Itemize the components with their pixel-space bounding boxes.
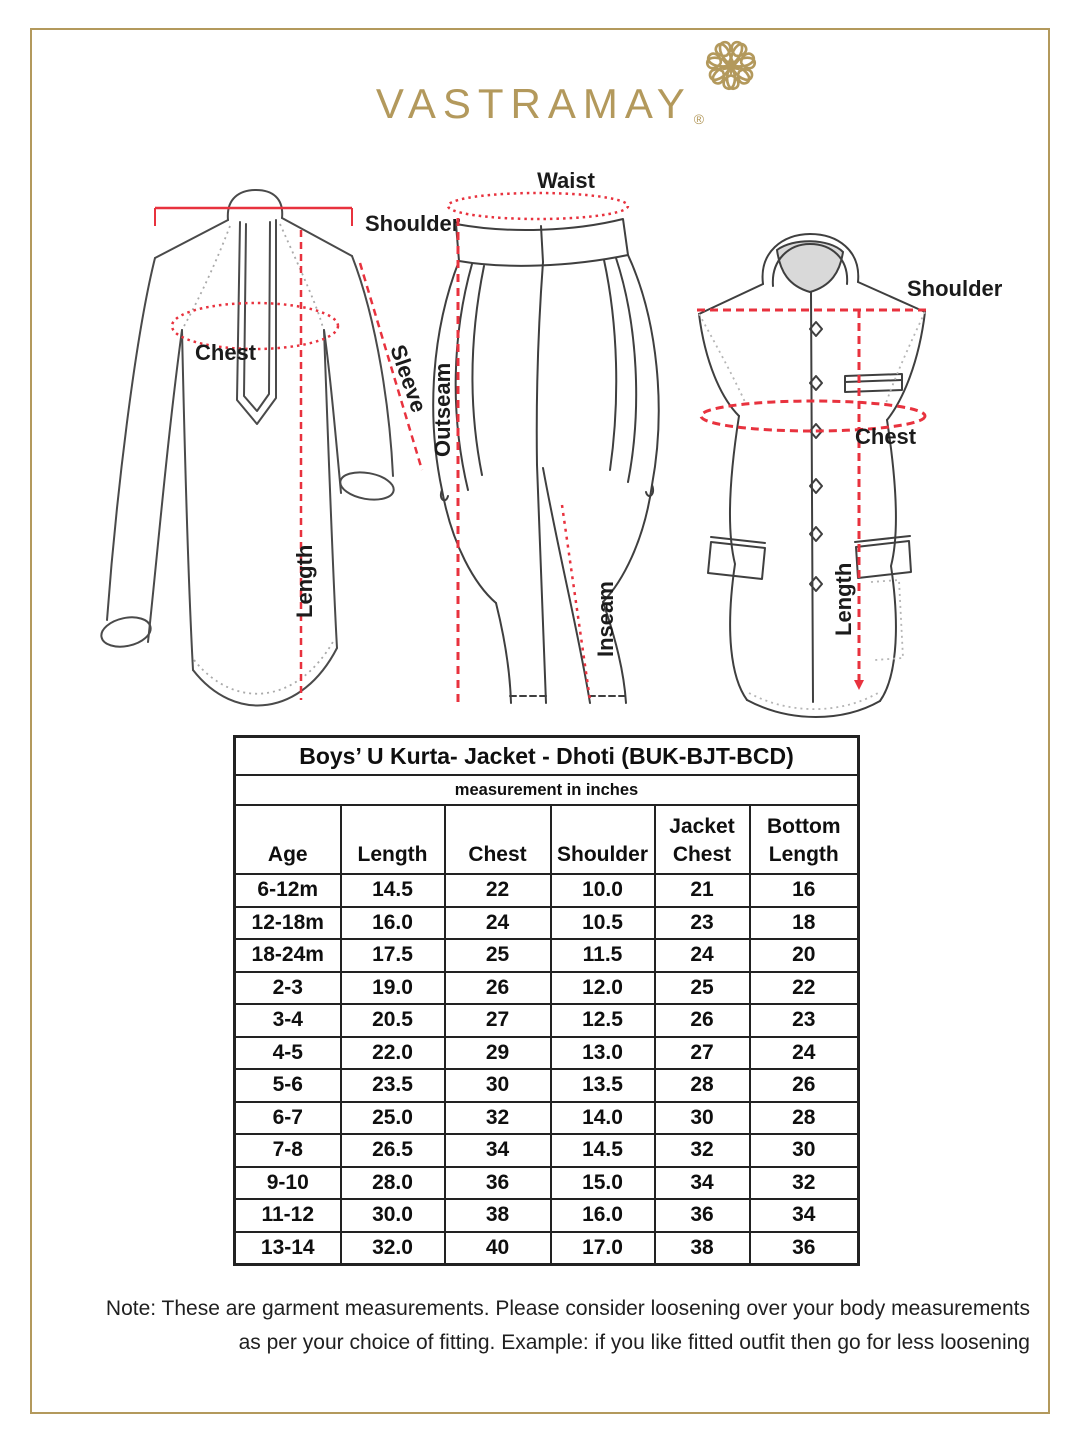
size-cell: 28 [750,1102,859,1135]
note-line-1: Note: These are garment measurements. Please consider loosening over your body measurements [105,1297,1030,1320]
size-row [235,907,859,940]
size-cell: 30.0 [341,1199,445,1232]
column-header: Shoulder [551,805,655,874]
table-subtitle-row [235,775,859,805]
size-cell: 14.5 [551,1134,655,1167]
size-chart-table [233,735,860,1266]
size-cell: 13.0 [551,1037,655,1070]
kurta-shoulder-label: Shoulder [365,211,460,236]
size-cell: 21 [655,874,750,907]
kurta-length-label: Length [292,544,317,618]
size-row [235,972,859,1005]
size-cell: 36 [445,1167,551,1200]
size-cell: 16.0 [341,907,445,940]
size-cell: 17.5 [341,939,445,972]
size-cell: 36 [750,1232,859,1265]
size-cell: 12-18m [235,907,341,940]
size-cell: 32 [655,1134,750,1167]
kurta-sleeve-label: Sleeve [385,341,432,416]
size-cell: 20.5 [341,1004,445,1037]
size-cell: 36 [655,1199,750,1232]
table-title: Boys’ U Kurta- Jacket - Dhoti (BUK-BJT-BCD) [235,737,859,776]
size-cell: 13-14 [235,1232,341,1265]
registered-trademark-icon: ® [693,111,705,127]
size-cell: 23 [750,1004,859,1037]
kurta-chest-label: Chest [195,340,257,365]
size-cell: 22 [445,874,551,907]
size-cell: 9-10 [235,1167,341,1200]
size-cell: 32.0 [341,1232,445,1265]
size-cell: 26.5 [341,1134,445,1167]
column-header: Length [341,805,445,874]
kurta-measure-lines [155,208,422,700]
size-cell: 25.0 [341,1102,445,1135]
dhoti-waist-label: Waist [537,168,595,193]
jacket-neck [777,241,843,292]
size-cell: 22 [750,972,859,1005]
table-title-row [235,737,859,776]
dhoti-outseam-label: Outseam [430,362,455,457]
column-header: Age [235,805,341,874]
size-cell: 26 [655,1004,750,1037]
size-row [235,874,859,907]
size-cell: 28.0 [341,1167,445,1200]
dhoti-sketch [433,219,658,703]
size-cell: 4-5 [235,1037,341,1070]
size-cell: 30 [655,1102,750,1135]
size-cell: 34 [655,1167,750,1200]
dhoti-inseam-label: Inseam [593,581,618,657]
size-row [235,1232,859,1265]
size-cell: 27 [655,1037,750,1070]
size-cell: 29 [445,1037,551,1070]
size-cell: 16 [750,874,859,907]
size-cell: 11-12 [235,1199,341,1232]
size-cell: 32 [445,1102,551,1135]
size-cell: 34 [445,1134,551,1167]
table-header-row [235,805,859,874]
jacket-shoulder-label: Shoulder [907,276,1003,301]
size-cell: 32 [750,1167,859,1200]
size-cell: 3-4 [235,1004,341,1037]
size-cell: 6-7 [235,1102,341,1135]
size-cell: 15.0 [551,1167,655,1200]
size-cell: 30 [750,1134,859,1167]
size-cell: 18-24m [235,939,341,972]
note-line-2: as per your choice of fitting. Example: if you like fitted outfit then go for less loosening [238,1331,1030,1354]
size-cell: 34 [750,1199,859,1232]
size-cell: 10.5 [551,907,655,940]
size-cell: 30 [445,1069,551,1102]
size-cell: 26 [750,1069,859,1102]
size-cell: 23.5 [341,1069,445,1102]
column-header: Jacket Chest [655,805,750,874]
size-cell: 7-8 [235,1134,341,1167]
size-cell: 16.0 [551,1199,655,1232]
size-cell: 13.5 [551,1069,655,1102]
size-cell: 20 [750,939,859,972]
size-cell: 22.0 [341,1037,445,1070]
size-cell: 38 [655,1232,750,1265]
size-cell: 17.0 [551,1232,655,1265]
table-body [235,874,859,1265]
measurement-note [50,1292,1030,1360]
size-cell: 25 [445,939,551,972]
table-subtitle: measurement in inches [235,775,859,805]
size-cell: 10.0 [551,874,655,907]
size-row [235,1167,859,1200]
size-row [235,1004,859,1037]
size-row [235,939,859,972]
size-row [235,1199,859,1232]
column-header: Bottom Length [750,805,859,874]
size-cell: 27 [445,1004,551,1037]
size-cell: 11.5 [551,939,655,972]
brand-mandala-icon [694,28,768,102]
size-cell: 26 [445,972,551,1005]
size-cell: 25 [655,972,750,1005]
size-cell: 6-12m [235,874,341,907]
kurta-stitch-lines [183,224,334,694]
jacket-length-label: Length [831,562,856,636]
size-cell: 28 [655,1069,750,1102]
size-cell: 12.0 [551,972,655,1005]
size-cell: 14.5 [341,874,445,907]
size-row [235,1069,859,1102]
jacket-diagram [675,230,1005,750]
size-cell: 5-6 [235,1069,341,1102]
size-row [235,1037,859,1070]
size-cell: 23 [655,907,750,940]
column-header: Chest [445,805,551,874]
size-cell: 12.5 [551,1004,655,1037]
kurta-diagram [90,168,460,748]
jacket-chest-label: Chest [855,424,917,449]
size-cell: 24 [445,907,551,940]
dhoti-diagram [420,160,680,730]
size-row [235,1102,859,1135]
size-cell: 19.0 [341,972,445,1005]
size-cell: 24 [750,1037,859,1070]
size-cell: 14.0 [551,1102,655,1135]
size-row [235,1134,859,1167]
size-cell: 40 [445,1232,551,1265]
size-cell: 38 [445,1199,551,1232]
kurta-sketch [99,190,396,705]
size-cell: 24 [655,939,750,972]
brand-name: VASTRAMAY [375,80,692,127]
size-cell: 2-3 [235,972,341,1005]
jacket-sketch [699,234,925,717]
brand-logo [0,80,1080,128]
size-cell: 18 [750,907,859,940]
brand-logo-inner [376,80,704,128]
